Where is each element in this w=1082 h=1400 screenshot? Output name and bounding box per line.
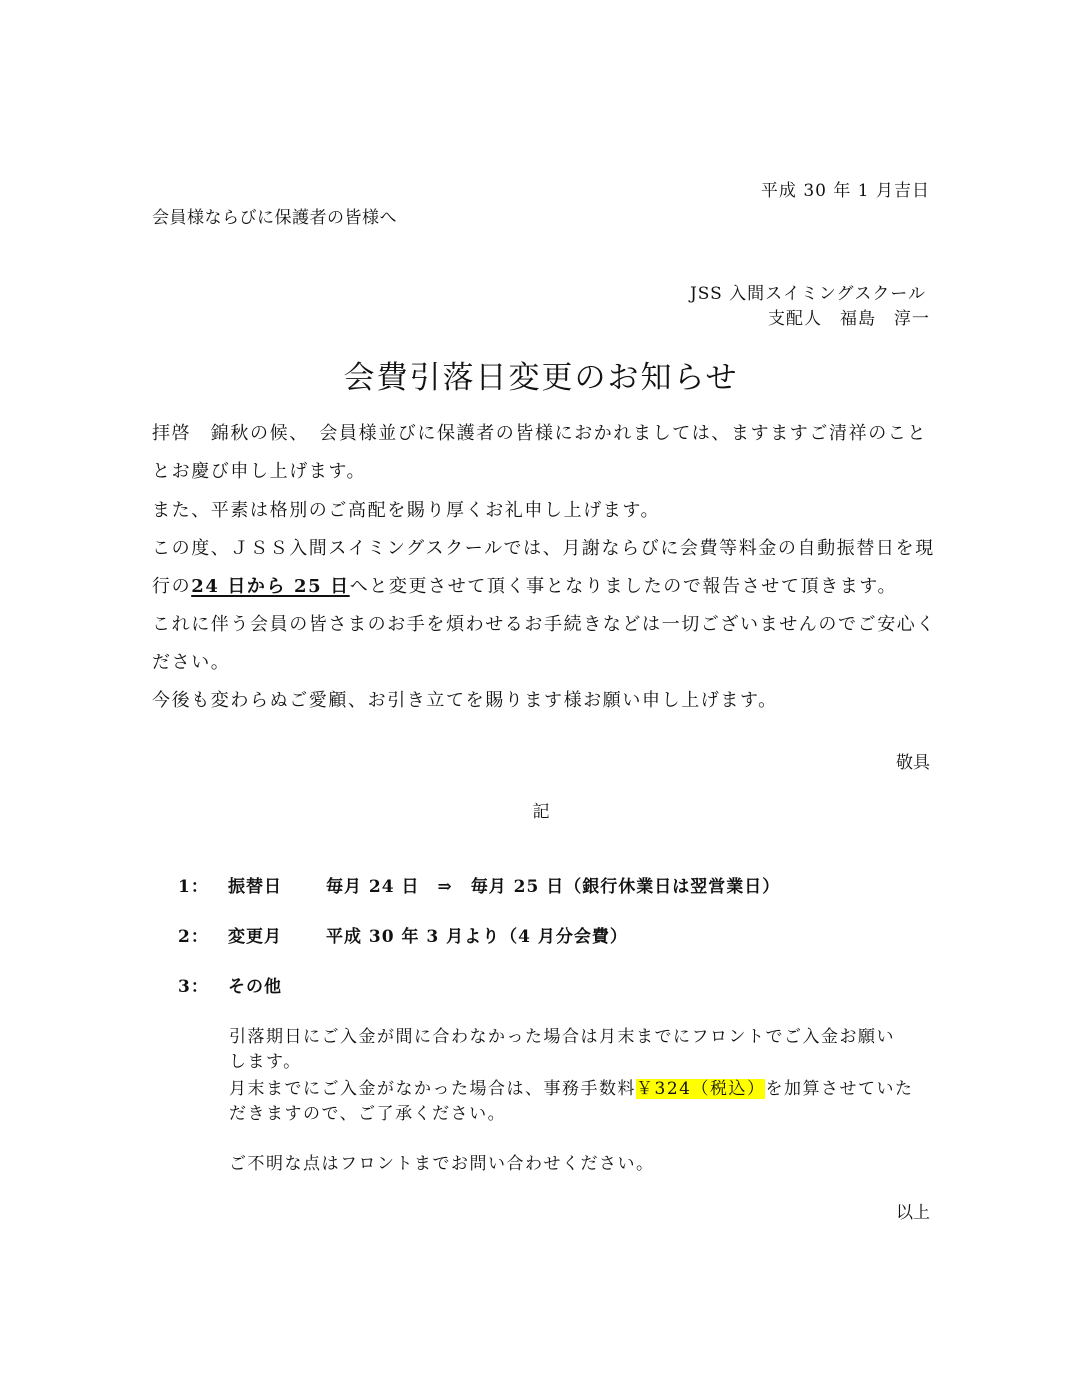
note-line — [229, 1074, 913, 1099]
body-line: これに伴う会員の皆さまのお手を煩わせるお手続きなどは一切ございませんのでご安心く — [152, 614, 936, 635]
body-line: 拝啓 錦秋の候、 会員様並びに保護者の皆様におかれましては、ますますご清祥のこと — [152, 423, 927, 444]
sender-organization: JSS 入間スイミングスクール — [689, 284, 926, 304]
end-mark: 以上 — [896, 1203, 930, 1223]
list-item — [178, 872, 780, 897]
note-line: ご不明な点はフロントまでお問い合わせください。 — [229, 1154, 655, 1174]
item-label: その他 — [228, 977, 282, 997]
body-line: ださい。 — [152, 652, 231, 673]
document-date: 平成 30 年 1 月吉日 — [760, 181, 930, 201]
ki-heading: 記 — [532, 802, 550, 822]
item-number: 2： — [178, 927, 209, 947]
list-item — [178, 922, 628, 947]
body-line: 今後も変わらぬご愛顧、お引き立てを賜ります様お願い申し上げます。 — [152, 690, 778, 711]
body-line — [152, 572, 897, 598]
addressee: 会員様ならびに保護者の皆様へ — [152, 208, 397, 228]
item-number: 3： — [178, 977, 209, 997]
sender-name: 支配人 福島 淳一 — [768, 309, 930, 329]
item-label: 変更月 — [228, 927, 282, 947]
body-text: 行の — [152, 576, 192, 597]
body-line: とお慶び申し上げます。 — [152, 461, 367, 482]
item-label: 振替日 — [228, 877, 282, 897]
note-line: 引落期日にご入金が間に合わなかった場合は月末までにフロントでご入金お願い — [229, 1027, 895, 1047]
note-line: します。 — [229, 1052, 302, 1072]
item-value: 平成 30 年 3 月より（4 月分会費） — [326, 927, 628, 947]
item-value: 毎月 24 日 ⇒ 毎月 25 日（銀行休業日は翌営業日） — [326, 877, 781, 897]
note-line: だきますので、ご了承ください。 — [229, 1104, 507, 1124]
body-line: この度、ＪＳＳ入間スイミングスクールでは、月謝ならびに会費等料金の自動振替日を現 — [152, 538, 935, 559]
list-item — [178, 972, 326, 997]
document-title: 会費引落日変更のお知らせ — [343, 360, 739, 396]
body-text: へと変更させて頂く事となりましたので報告させて頂きます。 — [349, 576, 898, 597]
item-number: 1： — [178, 877, 209, 897]
body-line: また、平素は格別のご高配を賜り厚くお礼申し上げます。 — [152, 500, 661, 521]
emphasized-date-change: 24 日から 25 日 — [191, 576, 350, 597]
note-text: を加算させていた — [765, 1079, 914, 1099]
closing-phrase: 敬具 — [896, 753, 930, 773]
note-text: 月末までにご入金がなかった場合は、事務手数料 — [229, 1079, 636, 1099]
highlighted-fee: ￥324（税込） — [636, 1079, 766, 1099]
